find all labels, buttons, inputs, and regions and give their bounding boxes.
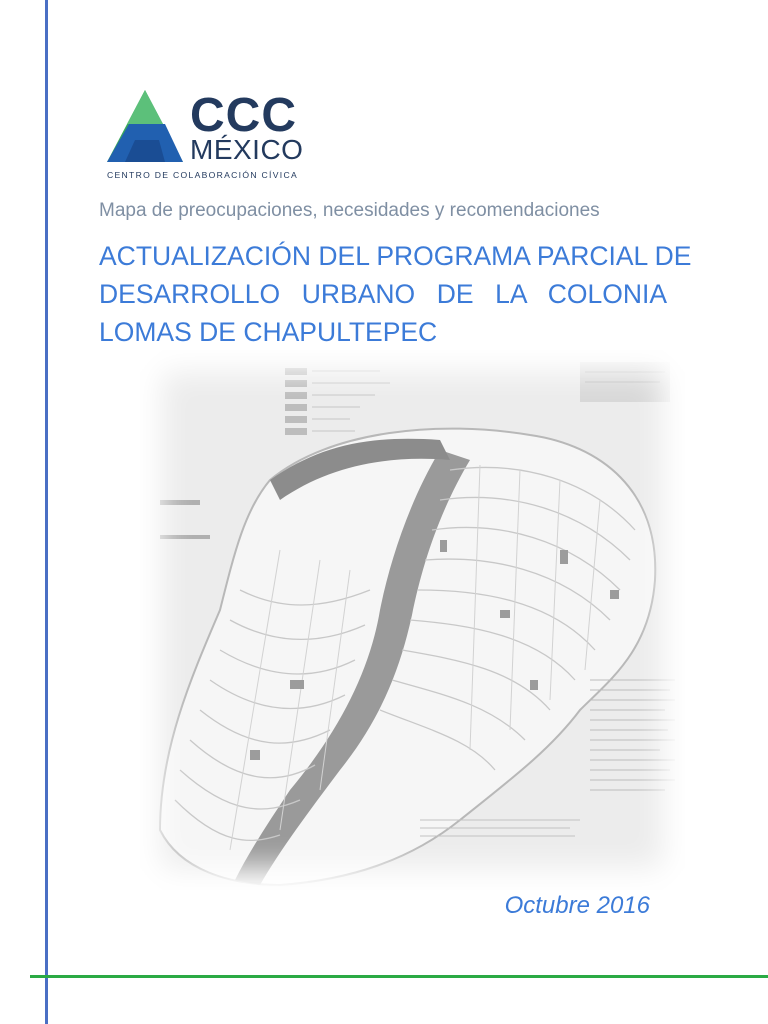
ccc-mexico-logo [105,88,305,184]
document-date: Octubre 2016 [504,892,650,919]
document-subtitle: Mapa de preocupaciones, necesidades y recomendaciones [99,200,600,221]
logo-tagline: CENTRO DE COLABORACIÓN CÍVICA [107,170,298,180]
logo-name-line1: CCC [190,89,297,142]
colonia-map-image [140,350,685,890]
document-title [99,237,692,351]
left-vertical-rule [45,0,48,1024]
logo-name-line2: MÉXICO [190,134,304,165]
title-line-1: ACTUALIZACIÓN DEL PROGRAMA PARCIAL DE [99,241,692,271]
title-line-2: DESARROLLO URBANO DE LA COLONIA [99,279,667,309]
triangle-logo-icon [105,88,185,164]
title-line-3: LOMAS DE CHAPULTEPEC [99,317,438,347]
bottom-horizontal-rule [30,975,768,978]
